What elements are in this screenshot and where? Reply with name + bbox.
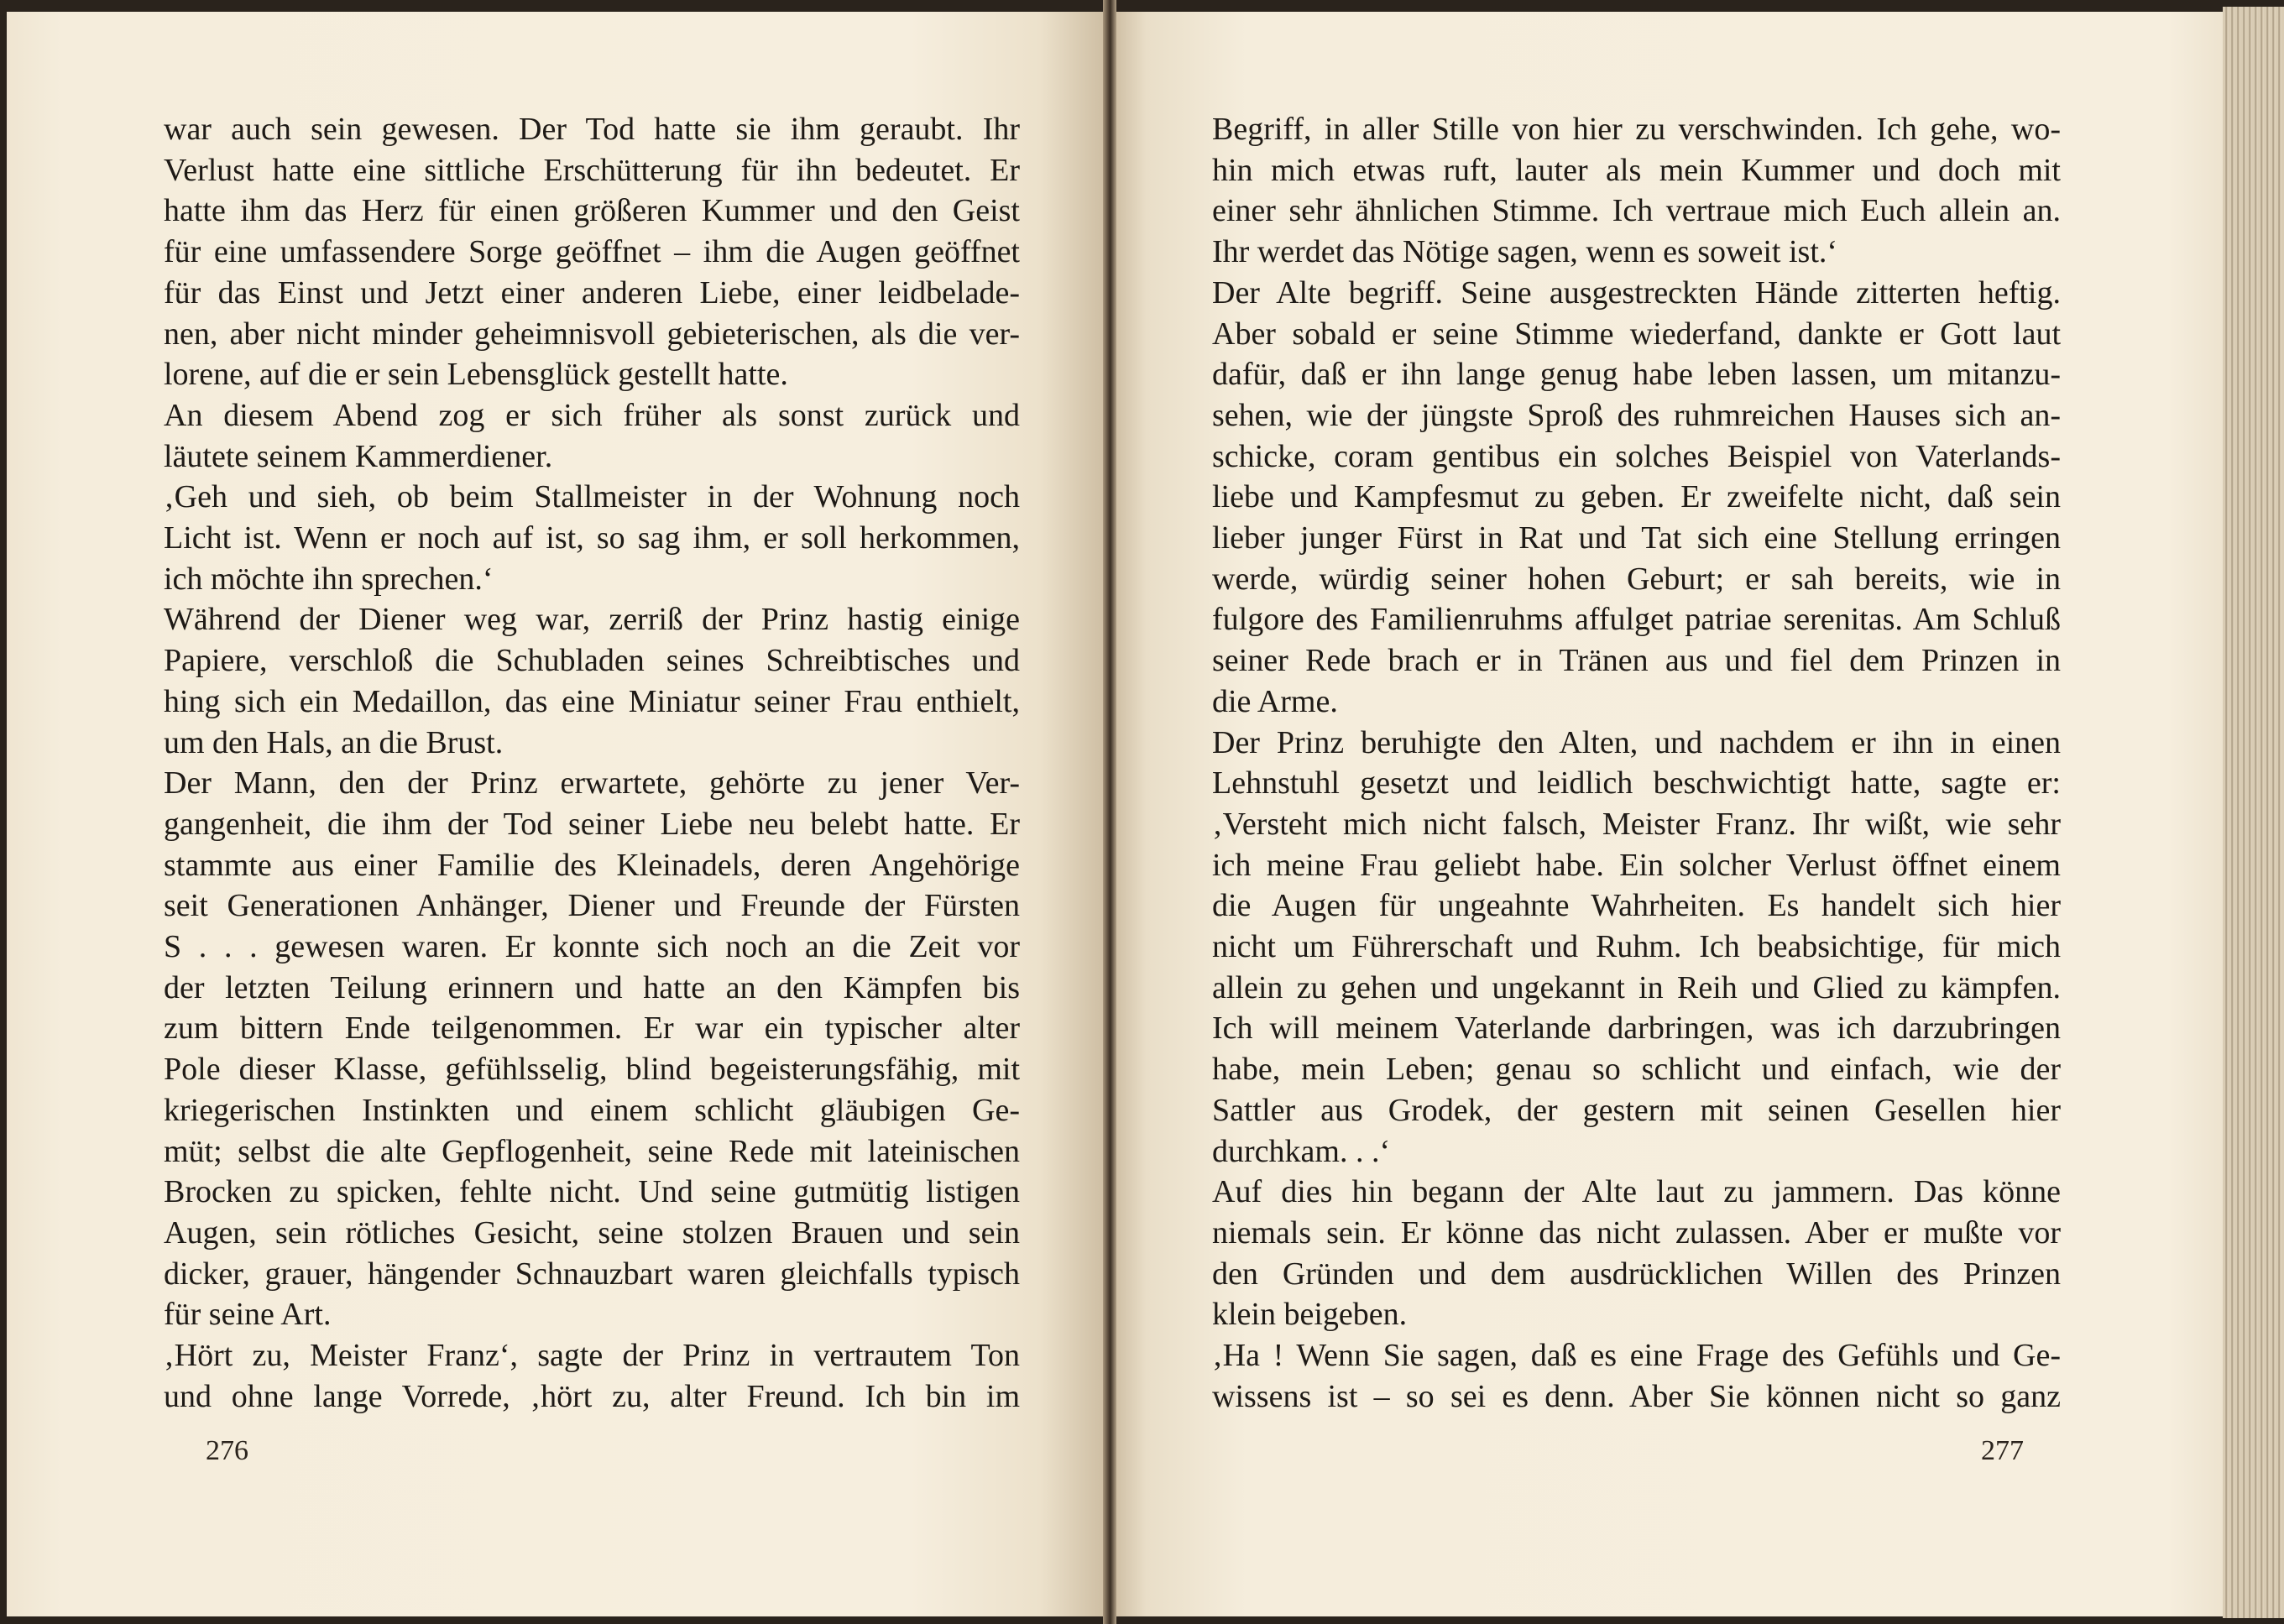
text-line: einer sehr ähnlichen Stimme. Ich vertraue mich Euch allein an. <box>1212 193 2061 229</box>
text-line: An diesem Abend zog er sich früher als sonst zurück und <box>164 397 1020 433</box>
text-line: allein zu gehen und ungekannt in Reih und Glied zu kämpfen. <box>1212 969 2061 1005</box>
text-line: hing sich ein Medaillon, das eine Miniatur seiner Frau enthielt, <box>164 683 1020 719</box>
text-line: Brocken zu spicken, fehlte nicht. Und seine gutmütig listigen <box>164 1174 1020 1210</box>
text-line: die Augen für ungeahnte Wahrheiten. Es handelt sich hier <box>1212 888 2061 924</box>
text-line: ‚Versteht mich nicht falsch, Meister Franz. Ihr wißt, wie sehr <box>1212 806 2061 842</box>
text-line: für eine umfassendere Sorge geöffnet – ihm die Augen geöffnet <box>164 234 1020 270</box>
text-line: die Arme. <box>1212 683 1338 719</box>
right-page-number: 277 <box>1981 1435 2024 1466</box>
text-line: klein beigeben. <box>1212 1297 1408 1333</box>
text-line: hatte ihm das Herz für einen größeren Kummer und den Geist <box>164 193 1020 229</box>
text-line: seit Generationen Anhänger, Diener und Freunde der Fürsten <box>164 888 1020 924</box>
text-line: kriegerischen Instinkten und einem schlicht gläubigen Ge- <box>164 1092 1020 1128</box>
text-line: Pole dieser Klasse, gefühlsselig, blind begeisterungsfähig, mit <box>164 1052 1020 1088</box>
page-edges <box>2223 7 2284 1618</box>
text-line: niemals sein. Er könne das nicht zulassen. Aber er mußte vor <box>1212 1214 2061 1251</box>
text-line: Verlust hatte eine sittliche Erschütterung für ihn bedeutet. Er <box>164 152 1020 188</box>
text-line: liebe und Kampfesmut zu geben. Er zweifelte nicht, daß sein <box>1212 479 2061 515</box>
text-line: und ohne lange Vorrede, ‚hört zu, alter Freund. Ich bin im <box>164 1378 1020 1414</box>
text-line: ich möchte ihn sprechen.‘ <box>164 561 494 597</box>
right-page-text <box>1212 109 2061 1418</box>
text-line: läutete seinem Kammerdiener. <box>164 438 553 474</box>
text-line: sehen, wie der jüngste Sproß des ruhmreichen Hauses sich an- <box>1212 397 2061 433</box>
text-line: habe, mein Leben; genau so schlicht und einfach, wie der <box>1212 1052 2061 1088</box>
text-line: stammte aus einer Familie des Kleinadels, deren Angehörige <box>164 847 1020 883</box>
text-line: Begriff, in aller Stille von hier zu verschwinden. Ich gehe, wo- <box>1212 112 2061 147</box>
text-line: Auf dies hin begann der Alte laut zu jammern. Das könne <box>1212 1174 2061 1210</box>
text-line: Ihr werdet das Nötige sagen, wenn es soweit ist.‘ <box>1212 234 1838 270</box>
text-line: Der Alte begriff. Seine ausgestreckten Hände zitterten heftig. <box>1212 274 2061 311</box>
text-line: ich meine Frau geliebt habe. Ein solcher Verlust öffnet einem <box>1212 847 2061 883</box>
text-line: wissens ist – so sei es denn. Aber Sie können nicht so ganz <box>1212 1378 2061 1414</box>
text-line: Aber sobald er seine Stimme wiederfand, dankte er Gott laut <box>1212 316 2061 352</box>
text-line: zum bittern Ende teilgenommen. Er war ein typischer alter <box>164 1010 1020 1047</box>
text-line: ‚Ha ! Wenn Sie sagen, daß es eine Frage des Gefühls und Ge- <box>1212 1338 2061 1374</box>
text-line: Augen, sein rötliches Gesicht, seine stolzen Brauen und sein <box>164 1214 1020 1251</box>
text-line: fulgore des Familienruhms affulget patriae serenitas. Am Schluß <box>1212 602 2061 638</box>
text-line: Während der Diener weg war, zerriß der Prinz hastig einige <box>164 602 1020 638</box>
text-line: Licht ist. Wenn er noch auf ist, so sag ihm, er soll herkommen, <box>164 520 1020 556</box>
text-line: werde, würdig seiner hohen Geburt; er sah bereits, wie in <box>1212 561 2061 597</box>
text-line: lorene, auf die er sein Lebensglück gestellt hatte. <box>164 357 788 393</box>
book-gutter <box>1103 0 1116 1624</box>
text-line: Der Prinz beruhigte den Alten, und nachdem er ihn in einen <box>1212 724 2061 760</box>
text-line: lieber junger Fürst in Rat und Tat sich eine Stellung erringen <box>1212 520 2061 556</box>
text-line: um den Hals, an die Brust. <box>164 724 504 760</box>
text-line: für seine Art. <box>164 1297 332 1333</box>
text-line: Ich will meinem Vaterlande darbringen, was ich darzubringen <box>1212 1010 2061 1047</box>
text-line: war auch sein gewesen. Der Tod hatte sie ihm geraubt. Ihr <box>164 112 1020 147</box>
text-line: hin mich etwas ruft, lauter als mein Kummer und doch mit <box>1212 152 2061 188</box>
left-page-text <box>164 109 1020 1418</box>
text-line: nicht um Führerschaft und Ruhm. Ich beabsichtige, für mich <box>1212 929 2061 965</box>
text-line: dafür, daß er ihn lange genug habe leben lassen, um mitanzu- <box>1212 357 2061 393</box>
text-line: für das Einst und Jetzt einer anderen Liebe, einer leidbelade- <box>164 274 1020 311</box>
text-line: schicke, coram gentibus ein solches Beispiel von Vaterlands- <box>1212 438 2061 474</box>
text-line: der letzten Teilung erinnern und hatte an den Kämpfen bis <box>164 969 1020 1005</box>
text-line: ‚Geh und sieh, ob beim Stallmeister in der Wohnung noch <box>164 479 1020 515</box>
text-line: seiner Rede brach er in Tränen aus und fiel dem Prinzen in <box>1212 643 2061 679</box>
text-line: müt; selbst die alte Gepflogenheit, seine Rede mit lateinischen <box>164 1133 1020 1169</box>
text-line: Papiere, verschloß die Schubladen seines Schreibtisches und <box>164 643 1020 679</box>
text-line: gangenheit, die ihm der Tod seiner Liebe neu belebt hatte. Er <box>164 806 1020 842</box>
text-line: S . . . gewesen waren. Er konnte sich noch an die Zeit vor <box>164 929 1020 965</box>
text-line: Der Mann, den der Prinz erwartete, gehörte zu jener Ver- <box>164 765 1020 802</box>
text-line: nen, aber nicht minder geheimnisvoll gebieterischen, als die ver- <box>164 316 1020 352</box>
text-line: Lehnstuhl gesetzt und leidlich beschwichtigt hatte, sagte er: <box>1212 765 2061 802</box>
left-page-number: 276 <box>206 1435 248 1466</box>
text-line: dicker, grauer, hängender Schnauzbart waren gleichfalls typisch <box>164 1256 1020 1292</box>
text-line: Sattler aus Grodek, der gestern mit seinen Gesellen hier <box>1212 1092 2061 1128</box>
text-line: ‚Hört zu, Meister Franz‘, sagte der Prinz in vertrautem Ton <box>164 1338 1020 1374</box>
text-line: durchkam. . .‘ <box>1212 1133 1391 1169</box>
text-line: den Gründen und dem ausdrücklichen Willen des Prinzen <box>1212 1256 2061 1292</box>
